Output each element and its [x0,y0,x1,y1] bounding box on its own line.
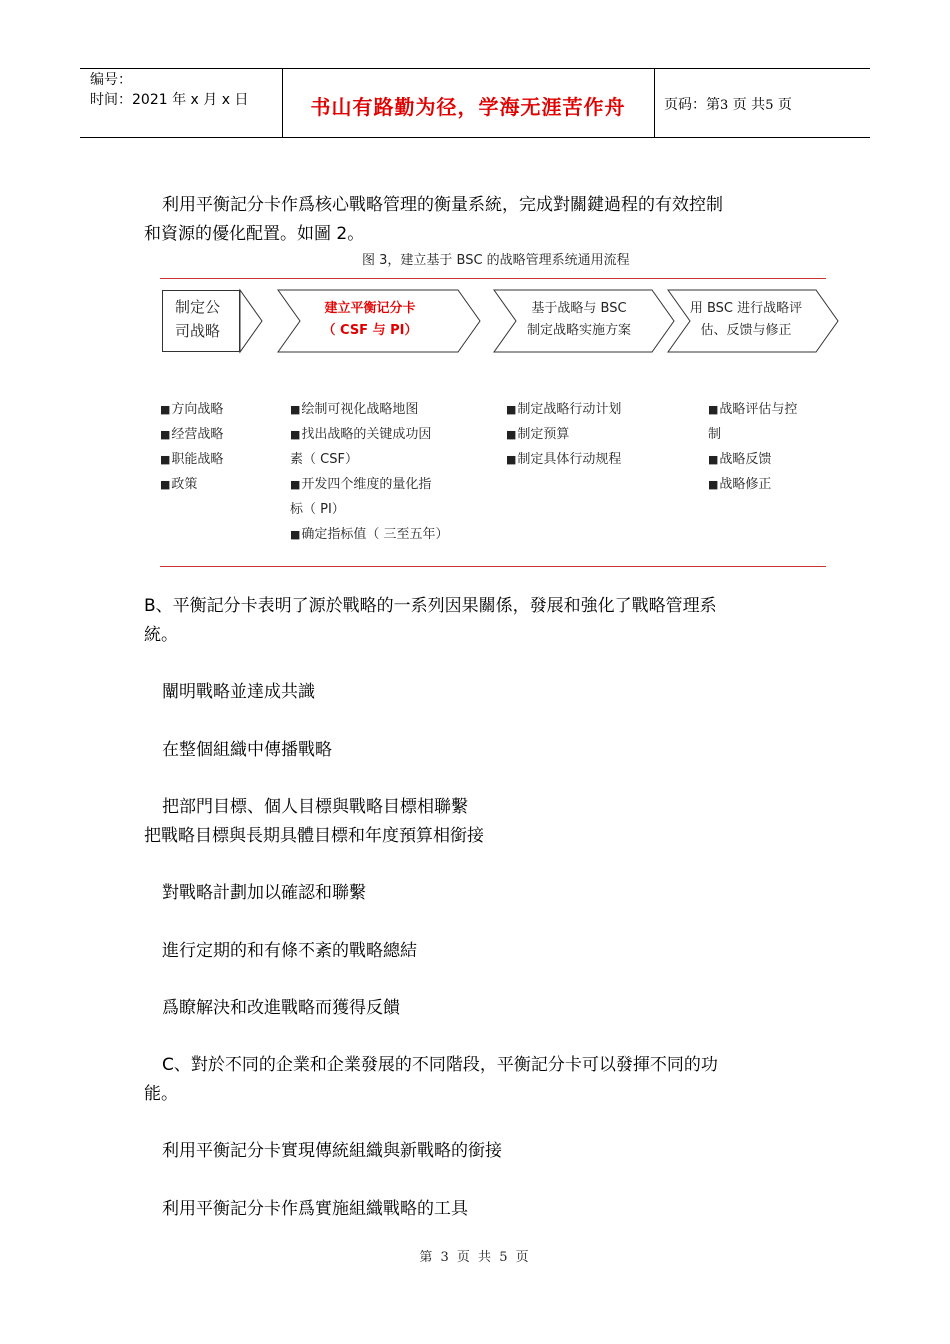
list-item: ■ 战略修正 [708,472,797,497]
list-item: ■ 战略评估与控 [708,397,797,422]
header-divider [654,69,655,137]
flow-step-1: 制定公 司战略 [162,290,240,352]
figure-caption: 图 3，建立基于 BSC 的战略管理系统通用流程 [362,253,630,268]
list-item: ■ 方向战略 [160,397,223,422]
figure-top-rule [160,278,826,279]
list-item: 闡明戰略並達成共識 [162,682,315,702]
list-item: ■ 制定具体行动规程 [506,447,621,472]
list-item: ■ 战略反馈 [708,447,797,472]
list-item: 爲瞭解決和改進戰略而獲得反饋 [162,998,400,1018]
document-date: 时间：2021 年 x 月 x 日 [90,92,249,108]
list-item: 利用平衡記分卡作爲實施組織戰略的工具 [162,1199,468,1219]
flow-step-3-label: 基于战略与 BSC 制定战略实施方案 [526,301,631,338]
list-item: 利用平衡記分卡實現傳統組織與新戰略的銜接 [162,1141,502,1161]
paragraph-line: 能。 [144,1084,178,1104]
list-item-continuation: 素（ CSF） [290,452,358,467]
list-item: 進行定期的和有條不紊的戰略總結 [162,941,417,961]
header-motto: 书山有路勤为径，学海无涯苦作舟 [310,95,626,119]
list-item-continuation: 标（ PI） [290,502,345,517]
bullet-list-evaluate [708,397,797,497]
list-item: ■ 政策 [160,472,223,497]
document-number-label: 编号： [90,72,132,88]
paragraph-line: 和資源的優化配置。如圖 2。 [144,224,365,244]
list-item: ■ 确定指标值（ 三至五年） [290,522,449,547]
paragraph-line: B、平衡記分卡表明了源於戰略的一系列因果關係，發展和強化了戰略管理系 [144,596,717,616]
paragraph-line: C、對於不同的企業和企業發展的不同階段，平衡記分卡可以發揮不同的功 [162,1055,718,1075]
page-header [80,68,870,138]
list-item: 把部門目標、個人目標與戰略目標相聯繫 [162,797,468,817]
list-item: ■ 开发四个维度的量化指 [290,472,449,497]
bullet-list-bsc [290,397,449,547]
list-item: ■ 制定战略行动计划 [506,397,621,422]
list-item-continuation: 制 [708,427,722,442]
page-footer: 第 3 页 共 5 页 [419,1250,531,1265]
header-page-info: 页码：第3 页 共5 页 [664,97,792,113]
paragraph-line: 統。 [144,625,178,645]
list-item: 對戰略計劃加以確認和聯繫 [162,883,366,903]
list-item: ■ 制定预算 [506,422,621,447]
flow-step-2-label: 建立平衡记分卡 （ CSF 与 PI） [322,301,418,338]
figure-bottom-rule [160,566,826,567]
list-item: ■ 绘制可视化战略地图 [290,397,449,422]
list-item: 把戰略目標與長期具體目標和年度預算相銜接 [144,826,484,846]
list-item: 在整個組織中傳播戰略 [162,740,332,760]
list-item: ■ 经营战略 [160,422,223,447]
list-item: ■ 职能战略 [160,447,223,472]
bullet-list-plan [506,397,621,472]
paragraph-line: 利用平衡記分卡作爲核心戰略管理的衡量系統，完成對關鍵過程的有效控制 [162,195,723,215]
bullet-list-strategy [160,397,223,497]
flow-step-1-arrow [240,290,262,352]
flow-step-4-label: 用 BSC 进行战略评 估、反馈与修正 [689,301,803,338]
list-item: ■ 找出战略的关键成功因 [290,422,449,447]
